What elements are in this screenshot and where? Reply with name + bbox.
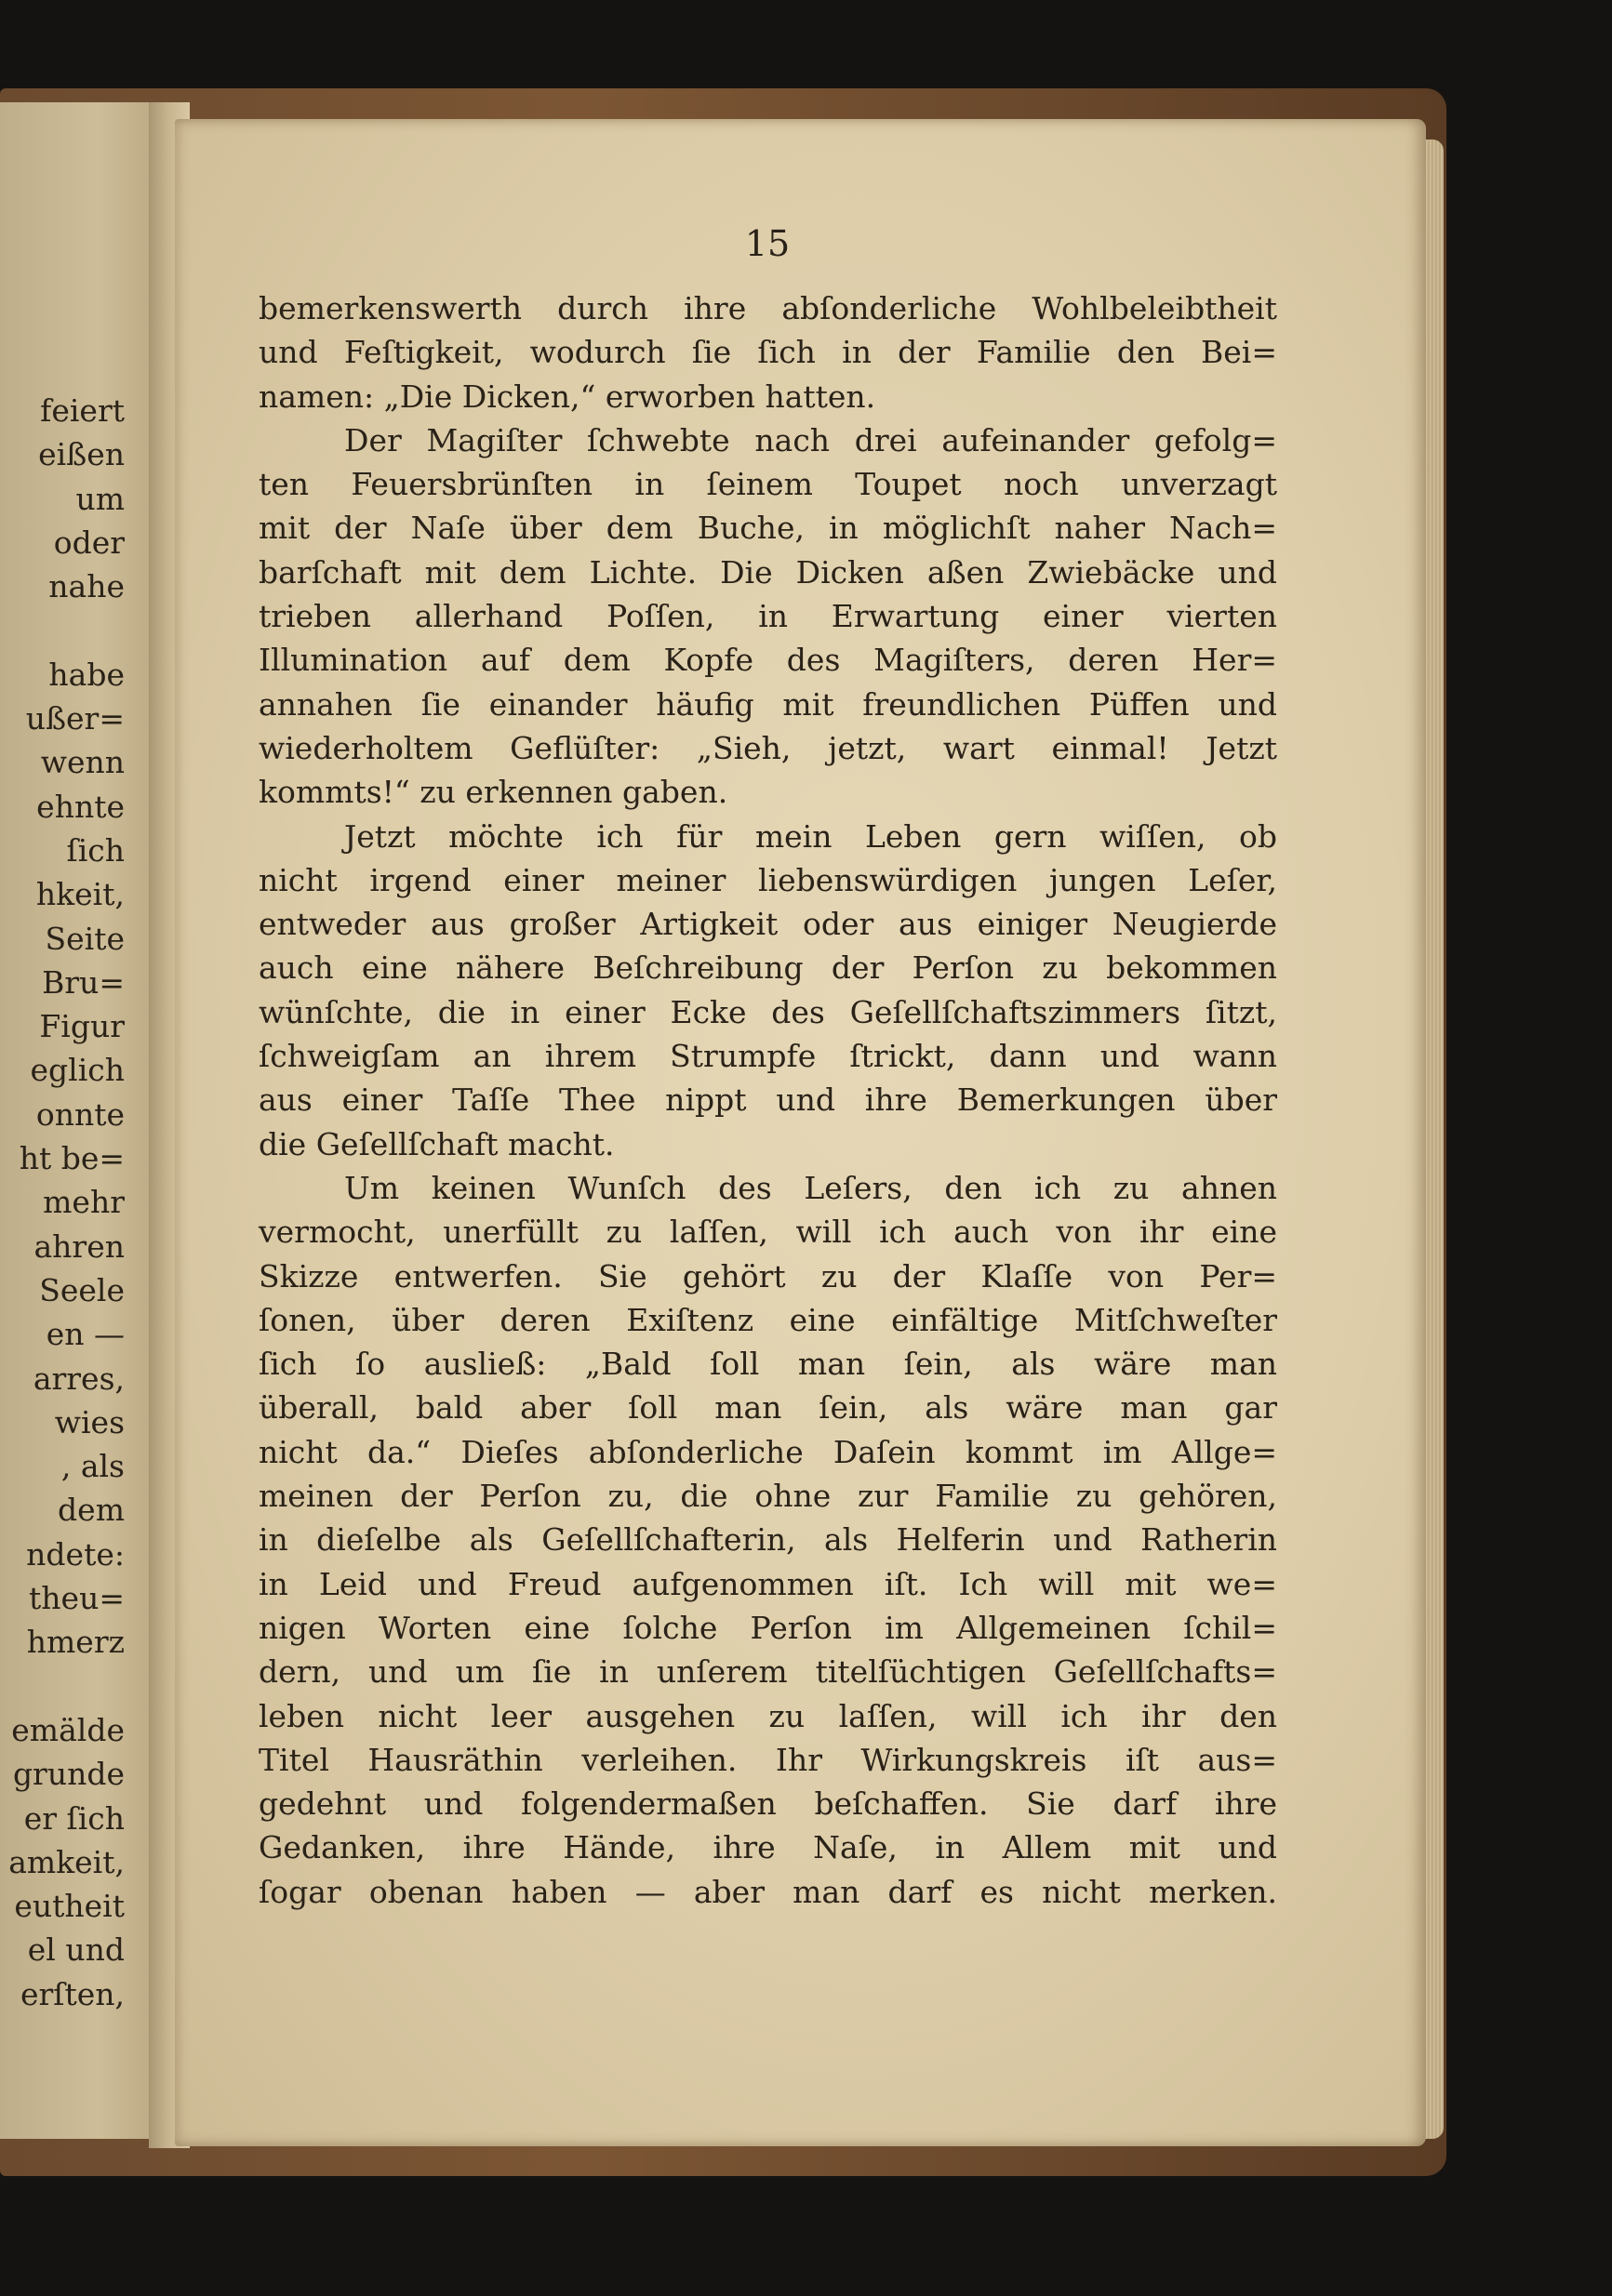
left-page-line: habe xyxy=(48,656,125,693)
text-line: wiederholtem Geflüſter: „Sieh, jetzt, wart einmal! Jetzt xyxy=(259,729,1277,766)
text-line: ſogar obenan haben — aber man darf es nicht merken. xyxy=(259,1873,1277,1910)
left-page-line: el und xyxy=(27,1931,125,1969)
text-line: Skizze entwerfen. Sie gehört zu der Klaſſe von Per= xyxy=(259,1257,1277,1294)
page-number: 15 xyxy=(744,223,791,264)
left-page-line: wies xyxy=(54,1403,125,1440)
left-page-line: Seele xyxy=(39,1271,125,1308)
text-line: in dieſelbe als Geſellſchafterin, als Helferin und Ratherin xyxy=(259,1521,1277,1559)
left-page-line: eutheit xyxy=(14,1888,125,1925)
text-line: ſich ſo ausließ: „Bald ſoll man ſein, als wäre man xyxy=(259,1346,1277,1383)
text-line: vermocht, unerfüllt zu laſſen, will ich auch von ihr eine xyxy=(259,1214,1277,1251)
left-page-line xyxy=(0,1665,125,1708)
text-line: auch eine nähere Beſchreibung der Perſon zu bekommen xyxy=(259,949,1277,987)
text-line: Um keinen Wunſch des Leſers, den ich zu ahnen xyxy=(344,1169,1277,1206)
left-page-line: , als xyxy=(60,1448,125,1485)
text-line: kommts!“ zu erkennen gaben. xyxy=(259,774,728,811)
left-page-line: ahren xyxy=(33,1228,125,1265)
text-line: ſchweigſam an ihrem Strumpfe ſtrickt, dann und wann xyxy=(259,1038,1277,1075)
text-line: leben nicht leer ausgehen zu laſſen, will ich ihr den xyxy=(259,1697,1277,1734)
text-line: annahen ſie einander häufig mit freundlichen Püffen und xyxy=(259,685,1277,723)
left-page-line: theu= xyxy=(29,1580,125,1617)
left-page-line: feiert xyxy=(40,392,125,429)
left-page-line: mehr xyxy=(43,1184,125,1221)
text-line: entweder aus großer Artigkeit oder aus einiger Neugierde xyxy=(259,906,1277,943)
left-page-line: ehnte xyxy=(36,788,125,825)
left-page-line: oder xyxy=(53,524,125,561)
left-page-line: onnte xyxy=(35,1095,125,1133)
left-page-line: eißen xyxy=(38,436,125,473)
left-page-line: amkeit, xyxy=(8,1843,125,1880)
left-page-line: arres, xyxy=(33,1360,125,1397)
text-line: namen: „Die Dicken,“ erworben hatten. xyxy=(259,378,876,415)
page-edges xyxy=(1423,139,1444,2139)
text-line: gedehnt und folgendermaßen beſchaffen. Sie darf ihre xyxy=(259,1785,1277,1823)
left-page-line: eglich xyxy=(30,1052,125,1089)
left-page-line: ſich xyxy=(66,831,125,869)
text-line: meinen der Perſon zu, die ohne zur Familie zu gehören, xyxy=(259,1478,1277,1515)
text-line: Jetzt möchte ich für mein Leben gern wiſſen, ob xyxy=(344,817,1277,855)
left-page-line: nahe xyxy=(48,568,125,605)
left-page-line: grunde xyxy=(12,1756,125,1793)
left-page-line: hmerz xyxy=(26,1624,125,1661)
left-page-line: Figur xyxy=(39,1008,125,1045)
text-line: und Feſtigkeit, wodurch ſie ſich in der Familie den Bei= xyxy=(259,334,1277,371)
text-line: bemerkenswerth durch ihre abſonderliche Wohlbeleibtheit xyxy=(259,290,1277,326)
left-page-text xyxy=(0,389,125,2016)
text-line: ſonen, über deren Exiſtenz eine einfältige Mitſchweſter xyxy=(259,1301,1277,1338)
text-line: mit der Naſe über dem Buche, in möglichſt naher Nach= xyxy=(259,510,1277,547)
left-page-line: um xyxy=(75,480,125,517)
text-line: barſchaft mit dem Lichte. Die Dicken aßen Zwiebäcke und xyxy=(259,553,1277,591)
text-line: dern, und um ſie in unſerem titelſüchtigen Geſellſchafts= xyxy=(259,1653,1277,1691)
left-page-line: dem xyxy=(58,1492,125,1529)
text-line: überall, bald aber ſoll man ſein, als wäre man gar xyxy=(259,1389,1277,1427)
left-page xyxy=(0,102,166,2139)
text-line: nicht da.“ Dieſes abſonderliche Daſein kommt im Allge= xyxy=(259,1433,1277,1470)
text-line: wünſchte, die in einer Ecke des Geſellſchaftszimmers ſitzt, xyxy=(259,993,1277,1030)
left-page-line: ndete: xyxy=(26,1535,125,1573)
text-line: ten Feuersbrünſten in ſeinem Toupet noch unverzagt xyxy=(259,466,1277,503)
left-page-line: Bru= xyxy=(42,963,125,1001)
text-line: nigen Worten eine ſolche Perſon im Allgemeinen ſchil= xyxy=(259,1609,1277,1646)
text-line: die Geſellſchaft macht. xyxy=(259,1125,615,1162)
text-line: Titel Hausräthin verleihen. Ihr Wirkungskreis iſt aus= xyxy=(259,1741,1277,1778)
text-line: aus einer Taſſe Thee nippt und ihre Bemerkungen über xyxy=(259,1082,1277,1119)
left-page-line: erſten, xyxy=(20,1975,125,2012)
text-line: nicht irgend einer meiner liebenswürdigen jungen Leſer, xyxy=(259,861,1277,898)
left-page-line: ußer= xyxy=(25,700,125,737)
left-page-line: en — xyxy=(46,1316,125,1353)
left-page-line: Seite xyxy=(45,920,125,957)
text-line: trieben allerhand Poſſen, in Erwartung einer vierten xyxy=(259,598,1277,635)
text-line: Gedanken, ihre Hände, ihre Naſe, in Allem mit und xyxy=(259,1829,1277,1866)
text-line: Der Magiſter ſchwebte nach drei aufeinander gefolg= xyxy=(344,421,1277,458)
left-page-line: er ſich xyxy=(23,1799,125,1837)
text-line: Illumination auf dem Kopfe des Magiſters, deren Her= xyxy=(259,642,1277,679)
left-page-line: ht be= xyxy=(19,1140,125,1177)
page-body-text xyxy=(259,286,1277,1914)
left-page-line: hkeit, xyxy=(35,876,125,913)
left-page-line: emälde xyxy=(11,1711,125,1748)
left-page-line: wenn xyxy=(40,744,125,781)
left-page-line xyxy=(0,608,125,652)
text-line: in Leid und Freud aufgenommen iſt. Ich will mit we= xyxy=(259,1565,1277,1602)
